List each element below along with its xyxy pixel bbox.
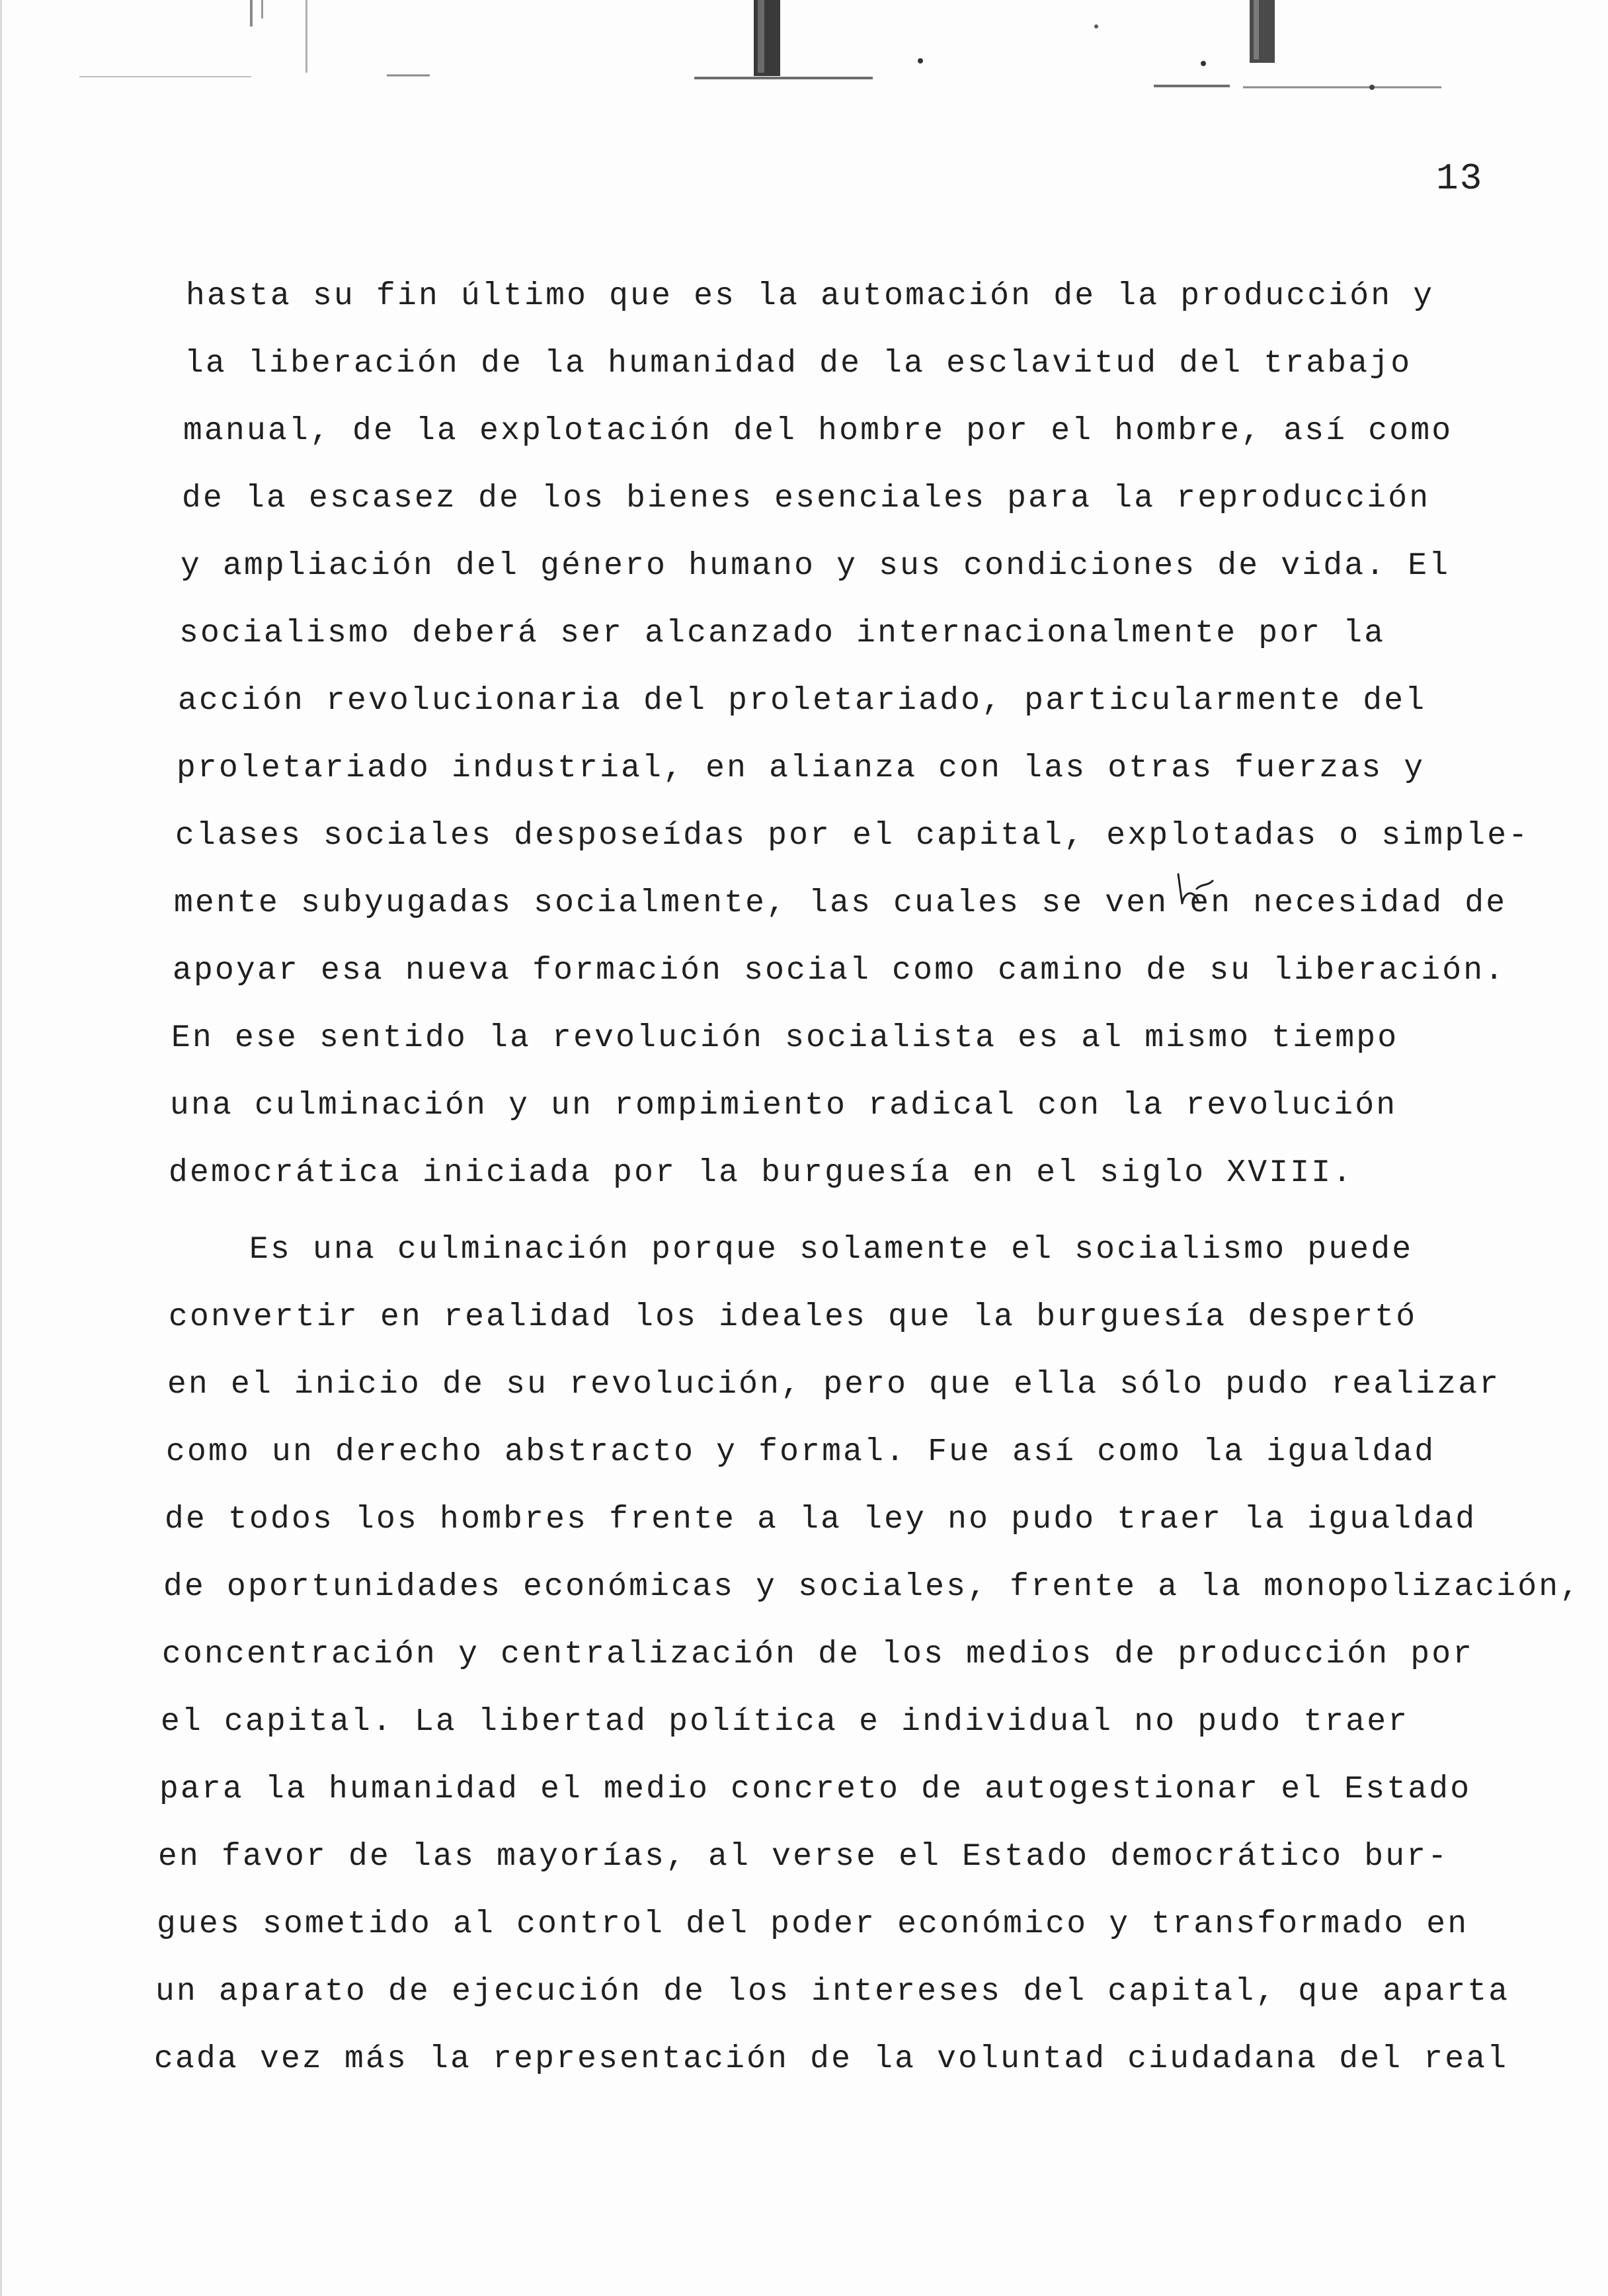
text-line-11: apoyar esa nueva formación social como camino de su liberación. <box>173 953 1506 989</box>
page-number: 13 <box>1436 157 1484 200</box>
handwritten-annotation <box>1172 872 1218 913</box>
text-line-01: hasta su fin último que es la automación de la producción y <box>186 278 1435 314</box>
text-line-25: gues sometido al control del poder económico y transformado en <box>157 1906 1469 1942</box>
text-line-04: de la escasez de los bienes esenciales para la reproducción <box>182 481 1431 516</box>
text-line-24: en favor de las mayorías, al verse el Estado democrático bur- <box>158 1839 1449 1875</box>
text-line-26: un aparato de ejecución de los intereses del capital, que aparta <box>155 1974 1510 2010</box>
text-line-21: concentración y centralización de los medios de producción por <box>162 1637 1474 1672</box>
text-line-22: el capital. La libertad política e individual no pudo traer <box>161 1704 1410 1740</box>
text-line-09: clases sociales desposeídas por el capital, explotadas o simple- <box>175 818 1530 854</box>
text-line-02: la liberación de la humanidad de la esclavitud del trabajo <box>184 346 1412 382</box>
text-line-03: manual, de la explotación del hombre por el hombre, así como <box>183 413 1453 449</box>
text-line-17: en el inicio de su revolución, pero que ella sólo pudo realizar <box>167 1367 1501 1403</box>
text-line-20: de oportunidades económicas y sociales, frente a la monopolización, <box>163 1569 1582 1605</box>
text-line-07: acción revolucionaria del proletariado, particularmente del <box>178 683 1427 719</box>
scan-edge <box>0 0 2 2296</box>
text-line-16: convertir en realidad los ideales que la burguesía despertó <box>169 1299 1418 1335</box>
text-line-14: democrática iniciada por la burguesía en el siglo XVIII. <box>169 1155 1354 1191</box>
scan-artifacts <box>0 0 1608 99</box>
text-line-12: En ese sentido la revolución socialista es al mismo tiempo <box>171 1020 1399 1056</box>
text-line-10: mente subyugadas socialmente, las cuales se ven en necesidad de <box>174 885 1508 921</box>
text-line-23: para la humanidad el medio concreto de autogestionar el Estado <box>159 1772 1472 1807</box>
text-line-08: proletariado industrial, en alianza con las otras fuerzas y <box>177 751 1426 786</box>
text-line-18: como un derecho abstracto y formal. Fue así como la igualdad <box>166 1434 1436 1470</box>
text-line-15: Es una culminación porque solamente el socialismo puede <box>249 1232 1414 1268</box>
text-line-27: cada vez más la representación de la voluntad ciudadana del real <box>154 2041 1509 2077</box>
text-line-13: una culminación y un rompimiento radical con la revolución <box>170 1088 1398 1124</box>
text-line-19: de todos los hombres frente a la ley no pudo traer la igualdad <box>165 1502 1477 1538</box>
text-line-05: y ampliación del género humano y sus condiciones de vida. El <box>181 548 1451 584</box>
text-line-06: socialismo deberá ser alcanzado internacionalmente por la <box>179 616 1386 651</box>
